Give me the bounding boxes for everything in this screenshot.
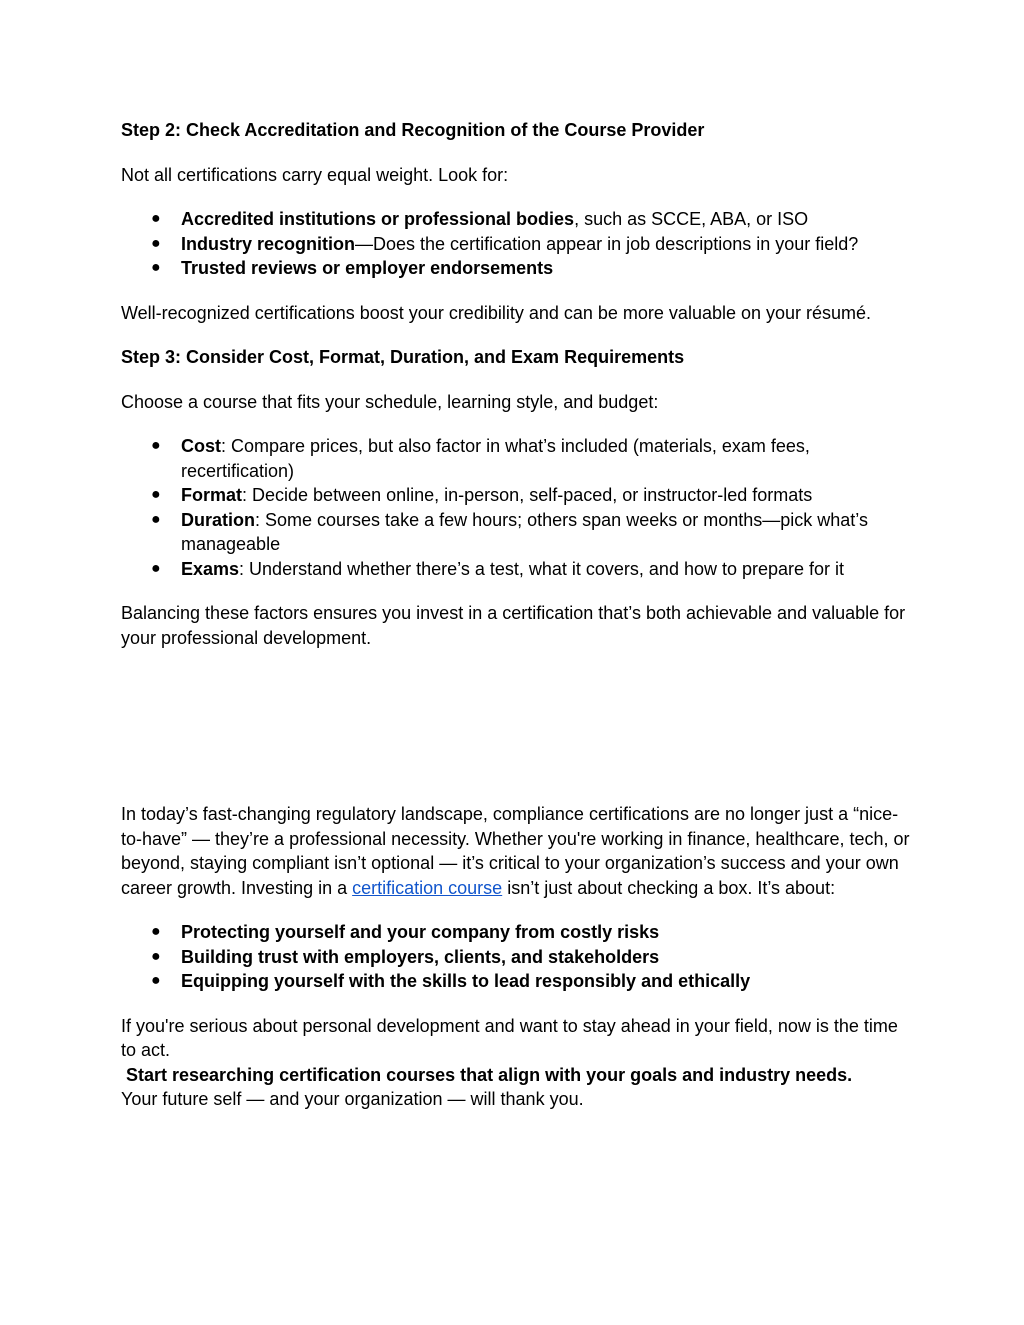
bullet-bold-text: Industry recognition — [181, 233, 356, 254]
bullet-bold-text: Cost — [181, 436, 221, 456]
bullet-bold-text: Exams — [181, 558, 240, 579]
certification-course-link[interactable]: certification course — [352, 877, 503, 898]
list-item — [121, 207, 911, 232]
list-item — [121, 508, 911, 557]
blank-spacer — [121, 650, 911, 802]
bullet-bold-text: Protecting yourself and your company from costly risks — [181, 922, 660, 942]
step3-bullet-list — [121, 434, 911, 581]
step2-intro: Not all certifications carry equal weight. Look for: — [121, 164, 509, 185]
conclusion-text-before-link: In today’s fast-changing regulatory landscape, compliance certifications are no longer just a “nice-to-have” — they’re a professional necessity. Whether you're working in finance, healthcare, tech, or beyond, staying compliant isn’t optional — it’s critical to your organization’s success and your own career growth. Investing in a — [121, 804, 910, 898]
bullet-text: : Compare prices, but also factor in what’s included (materials, exam fees, recertification) — [181, 436, 810, 481]
step2-heading: Step 2: Check Accreditation and Recognition of the Course Provider — [121, 120, 705, 140]
step2-bullet-list — [121, 207, 911, 281]
bullet-bold-text: Equipping yourself with the skills to lead responsibly and ethically — [181, 971, 751, 991]
bullet-bold-text: Building trust with employers, clients, and stakeholders — [181, 946, 660, 967]
bullet-bold-text: Trusted reviews or employer endorsements — [181, 258, 554, 278]
document-page — [121, 118, 911, 1112]
bullet-text: : Some courses take a few hours; others span weeks or months—pick what’s manageable — [181, 509, 868, 554]
step2-outro: Well-recognized certifications boost your credibility and can be more valuable on your résumé. — [121, 302, 872, 323]
bullet-bold-text: Accredited institutions or professional bodies — [181, 209, 575, 229]
bullet-icon: ● — [151, 234, 161, 252]
bullet-icon: ● — [151, 486, 161, 503]
list-item — [121, 557, 911, 582]
bullet-bold-text: Format — [181, 485, 243, 505]
conclusion-text-after-link: isn’t just about checking a box. It’s about: — [502, 877, 836, 898]
bullet-text: —Does the certification appear in job descriptions in your field? — [355, 233, 859, 254]
bullet-icon: ● — [151, 559, 161, 577]
bullet-icon: ● — [151, 210, 161, 227]
list-item — [121, 483, 911, 508]
bullet-text: , such as SCCE, ABA, or ISO — [574, 209, 809, 229]
cta-bold-line: Start researching certification courses that align with your goals and industry needs. — [121, 1064, 853, 1085]
list-item — [121, 232, 911, 257]
step3-intro: Choose a course that fits your schedule, learning style, and budget: — [121, 391, 659, 412]
bullet-bold-text: Duration — [181, 509, 255, 530]
bullet-icon: ● — [151, 972, 161, 989]
step3-outro: Balancing these factors ensures you invest in a certification that’s both achievable and valuable for your professional development. — [121, 603, 906, 648]
cta-closing-line: Your future self — and your organization — will thank you. — [121, 1089, 584, 1109]
step3-heading: Step 3: Consider Cost, Format, Duration, and Exam Requirements — [121, 347, 685, 367]
bullet-icon: ● — [151, 259, 161, 276]
bullet-text: : Decide between online, in-person, self-paced, or instructor-led formats — [242, 485, 813, 505]
list-item — [121, 945, 911, 970]
bullet-icon: ● — [151, 947, 161, 965]
list-item — [121, 969, 911, 994]
list-item — [121, 256, 911, 281]
list-item — [121, 920, 911, 945]
list-item — [121, 434, 911, 483]
conclusion-bullet-list — [121, 920, 911, 994]
bullet-text: : Understand whether there’s a test, what it covers, and how to prepare for it — [239, 558, 845, 579]
conclusion-paragraph — [121, 802, 911, 900]
bullet-icon: ● — [151, 923, 161, 940]
bullet-icon: ● — [151, 510, 161, 528]
cta-paragraph: If you're serious about personal development and want to stay ahead in your field, now is the time to act. — [121, 1015, 898, 1060]
bullet-icon: ● — [151, 437, 161, 454]
